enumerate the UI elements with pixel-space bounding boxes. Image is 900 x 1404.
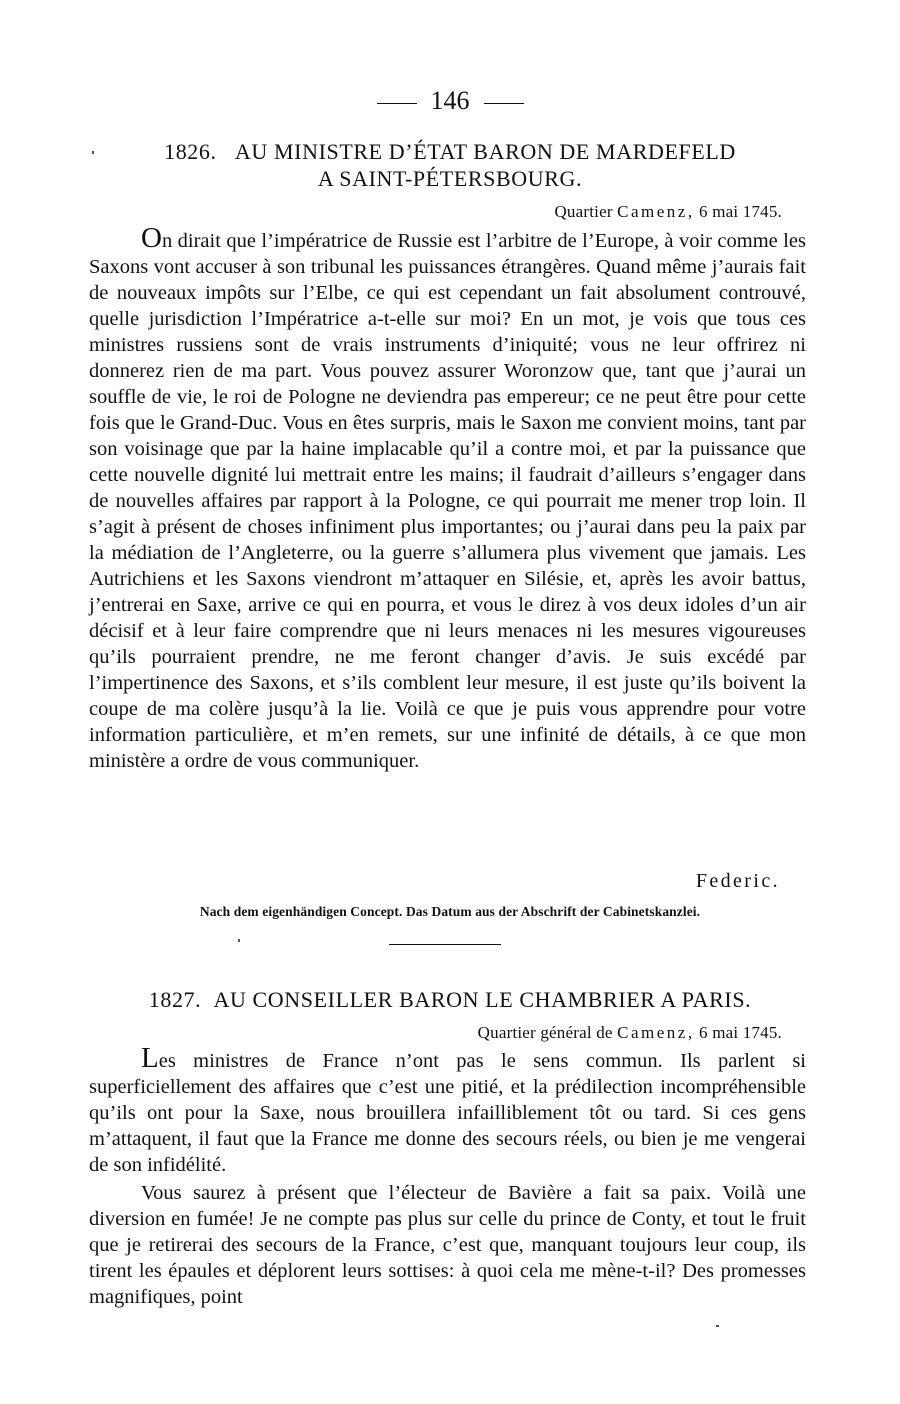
letter-1827-dateline — [478, 1023, 782, 1043]
letter-1826-addressee: AU MINISTRE D’ÉTAT BARON DE MARDEFELD — [234, 139, 736, 164]
letter-1826-dateline-date: 6 mai 1745. — [699, 202, 782, 221]
letter-1826-title-line1 — [90, 138, 810, 165]
letter-1827-title-line1 — [90, 986, 810, 1013]
letter-1827-paragraph-1-text: es ministres de France n’ont pas le sens commun. Ils parlent si superficiellement des affaires que c’est une pitié, et la prédilection incompréhensible qu’ils ont pour la Saxe, nous brouillera infailliblement tôt ou tard. Si ces gens m’attaquent, il faut que la France me donne des secours réels, ou bien je me vengerai de son infidélité. — [89, 1050, 806, 1176]
letter-1827-addressee: AU CONSEILLER BARON LE CHAMBRIER A PARIS. — [213, 987, 752, 1012]
letter-1827-dateline-prefix: Quartier général de — [477, 1023, 613, 1042]
letter-1827-paragraph-1 — [89, 1042, 806, 1178]
letter-1826-signature: Federic. — [695, 870, 780, 892]
page-number-header — [0, 86, 900, 116]
letter-1827-paragraph-2: Vous saurez à présent que l’électeur de Bavière a fait sa paix. Voilà une diversion en fumée! Je ne compte pas plus sur celle du prince de Conty, et tout le fruit que je retirerai des secours de la France, c’est que, manquant toujours leur coup, ils tirent les épaules et déplorent leurs sottises: à quoi cela me mène-t-il? Des promesses magnifiques, point — [89, 1182, 806, 1308]
header-rule-left — [377, 103, 417, 104]
letter-1827-initial: L — [141, 1042, 159, 1074]
section-separator — [389, 944, 501, 945]
print-speck — [238, 939, 240, 942]
letter-1826-title-line2: A SAINT-PÉTERSBOURG. — [317, 166, 583, 191]
letter-1826-dateline-prefix: Quartier — [554, 202, 613, 221]
letter-1826-body — [89, 222, 806, 774]
letter-1827-heading — [90, 986, 810, 1013]
letter-1826-body-text: n dirait que l’impératrice de Russie est l’arbitre de l’Europe, à voir comme les Saxons vont accuser à son tribunal les puissances étrangères. Quand même j’aurais fait de nouveaux impôts sur l’Elbe, ce qui est cependant un fait absolument controuvé, quelle jurisdiction l’Impératrice a-t-elle sur moi? En un mot, je vois que tous ces ministres russiens sont de vrais instruments d’iniquité; vous ne leur offrirez ni donnerez rien de ma part. Vous pouvez assurer Woronzow que, tant que j’aurai un souffle de vie, le roi de Pologne ne deviendra pas empereur; ce ne peut être pour cette fois que le Grand-Duc. Vous en êtes surpris, mais le Saxon me convient moins, tant par son voisinage que par la haine implacable qu’il a contre moi, et par la puissance que cette nouvelle dignité lui mettrait entre les mains; il faudrait d’ailleurs s’engager dans de nouvelles affaires par rapport à la Pologne, ce qui pourrait me mener trop loin. Il s’agit à présent de choses infiniment plus importantes; ou j’aurai dans peu la paix par la médiation de l’Angleterre, ou la guerre s’allumera plus vivement que jamais. Les Autrichiens et les Saxons viendront m’attaquer en Silésie, et, après les avoir battus, j’entrerai en Saxe, arrive ce qui en pourra, et vous le direz à vos deux idoles d’un air décisif et à leur faire comprendre que ni leurs menaces ni les mesures vigoureuses qu’ils pourraient prendre, ne me feront changer d’avis. Je suis excédé par l’impertinence des Saxons, et s’ils comblent leur mesure, il est juste qu’ils boivent la coupe de ma colère jusqu’à la lie. Voilà ce que je puis vous apprendre pour votre information particulière, et m’en remets, sur une infinité de détails, à ce que mon ministère a ordre de vous communiquer. — [89, 230, 806, 772]
letter-1826-dateline-place: Camenz, — [617, 202, 695, 221]
letter-1826-heading — [90, 138, 810, 192]
print-speck — [716, 1325, 719, 1327]
letter-1826-initial: O — [141, 222, 162, 254]
letter-1826-source-note: Nach dem eigenhändigen Concept. Das Datum aus der Abschrift der Cabinetskanzlei. — [199, 904, 701, 919]
page-number: 146 — [430, 86, 470, 115]
header-rule-right — [484, 103, 524, 104]
letter-1826-number: 1826. — [164, 139, 217, 164]
print-speck — [92, 151, 94, 154]
letter-1827-dateline-date: 6 mai 1745. — [699, 1023, 782, 1042]
letter-1826-dateline — [554, 202, 782, 222]
letter-1827-dateline-place: Camenz, — [617, 1023, 695, 1042]
letter-1827-number: 1827. — [148, 987, 202, 1012]
